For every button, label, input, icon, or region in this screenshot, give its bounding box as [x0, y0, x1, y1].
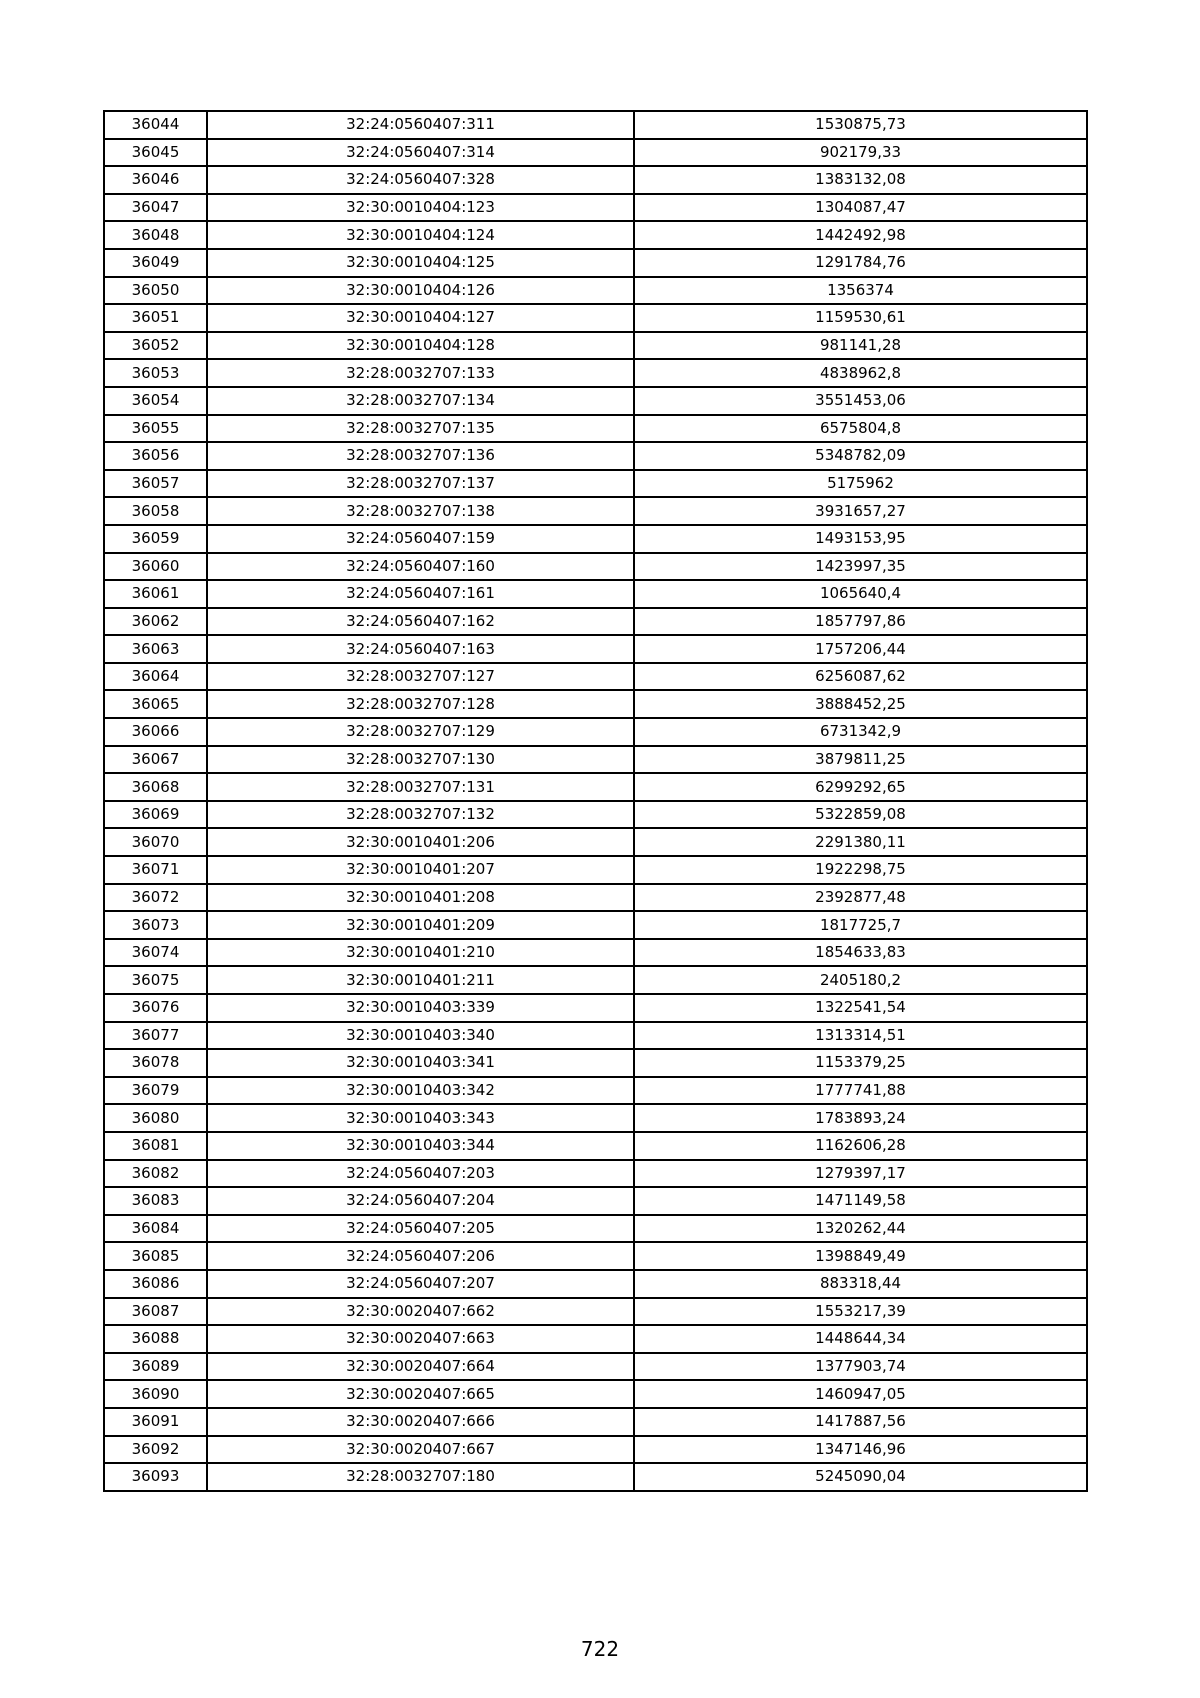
cadastral-number-cell: 32:30:0010401:207 — [207, 856, 634, 884]
cadastral-value-cell: 5175962 — [634, 470, 1087, 498]
cadastral-value-cell: 1377903,74 — [634, 1353, 1087, 1381]
cadastral-number-cell: 32:28:0032707:127 — [207, 663, 634, 691]
table-row — [104, 1353, 1087, 1381]
table-row — [104, 608, 1087, 636]
row-number-cell: 36076 — [104, 994, 207, 1022]
cadastral-value-cell: 1417887,56 — [634, 1408, 1087, 1436]
table-row — [104, 663, 1087, 691]
table-row — [104, 415, 1087, 443]
table-row — [104, 1077, 1087, 1105]
row-number-cell: 36060 — [104, 553, 207, 581]
table-row — [104, 387, 1087, 415]
table-row — [104, 249, 1087, 277]
cadastral-number-cell: 32:30:0010403:340 — [207, 1022, 634, 1050]
table-row — [104, 718, 1087, 746]
table-row — [104, 139, 1087, 167]
cadastral-number-cell: 32:28:0032707:133 — [207, 359, 634, 387]
table-row — [104, 746, 1087, 774]
cadastral-value-cell: 1291784,76 — [634, 249, 1087, 277]
table-row — [104, 553, 1087, 581]
table-row — [104, 497, 1087, 525]
row-number-cell: 36050 — [104, 277, 207, 305]
table-row — [104, 911, 1087, 939]
cadastral-value-cell: 883318,44 — [634, 1270, 1087, 1298]
cadastral-number-cell: 32:30:0020407:665 — [207, 1380, 634, 1408]
row-number-cell: 36077 — [104, 1022, 207, 1050]
cadastral-value-cell: 1423997,35 — [634, 553, 1087, 581]
row-number-cell: 36059 — [104, 525, 207, 553]
cadastral-number-cell: 32:30:0020407:663 — [207, 1325, 634, 1353]
row-number-cell: 36066 — [104, 718, 207, 746]
cadastral-number-cell: 32:30:0010403:341 — [207, 1049, 634, 1077]
table-row — [104, 801, 1087, 829]
table-row — [104, 1215, 1087, 1243]
cadastral-number-cell: 32:30:0020407:664 — [207, 1353, 634, 1381]
cadastral-number-cell: 32:24:0560407:311 — [207, 111, 634, 139]
cadastral-value-cell: 2291380,11 — [634, 828, 1087, 856]
cadastral-value-cell: 3888452,25 — [634, 690, 1087, 718]
cadastral-value-cell: 1313314,51 — [634, 1022, 1087, 1050]
cadastral-value-cell: 6299292,65 — [634, 773, 1087, 801]
page-number: 722 — [580, 1637, 620, 1661]
table-row — [104, 939, 1087, 967]
cadastral-number-cell: 32:30:0020407:662 — [207, 1298, 634, 1326]
cadastral-number-cell: 32:24:0560407:205 — [207, 1215, 634, 1243]
table-row — [104, 1187, 1087, 1215]
cadastral-value-cell: 981141,28 — [634, 332, 1087, 360]
table-row — [104, 1408, 1087, 1436]
table-row — [104, 884, 1087, 912]
row-number-cell: 36044 — [104, 111, 207, 139]
row-number-cell: 36069 — [104, 801, 207, 829]
cadastral-value-cell: 1347146,96 — [634, 1436, 1087, 1464]
row-number-cell: 36067 — [104, 746, 207, 774]
row-number-cell: 36070 — [104, 828, 207, 856]
row-number-cell: 36056 — [104, 442, 207, 470]
cadastral-value-cell: 1471149,58 — [634, 1187, 1087, 1215]
row-number-cell: 36082 — [104, 1160, 207, 1188]
table-row — [104, 1325, 1087, 1353]
cadastral-value-table — [103, 110, 1088, 1492]
row-number-cell: 36053 — [104, 359, 207, 387]
table-row — [104, 966, 1087, 994]
table-row — [104, 1436, 1087, 1464]
cadastral-value-cell: 1279397,17 — [634, 1160, 1087, 1188]
row-number-cell: 36054 — [104, 387, 207, 415]
cadastral-number-cell: 32:30:0010404:123 — [207, 194, 634, 222]
cadastral-number-cell: 32:24:0560407:204 — [207, 1187, 634, 1215]
row-number-cell: 36058 — [104, 497, 207, 525]
cadastral-value-cell: 5322859,08 — [634, 801, 1087, 829]
row-number-cell: 36073 — [104, 911, 207, 939]
cadastral-number-cell: 32:28:0032707:134 — [207, 387, 634, 415]
cadastral-value-cell: 3879811,25 — [634, 746, 1087, 774]
row-number-cell: 36090 — [104, 1380, 207, 1408]
row-number-cell: 36064 — [104, 663, 207, 691]
cadastral-number-cell: 32:30:0010404:124 — [207, 221, 634, 249]
row-number-cell: 36078 — [104, 1049, 207, 1077]
table-row — [104, 994, 1087, 1022]
cadastral-number-cell: 32:30:0010404:128 — [207, 332, 634, 360]
row-number-cell: 36052 — [104, 332, 207, 360]
table-row — [104, 690, 1087, 718]
table-row — [104, 1298, 1087, 1326]
table-row — [104, 277, 1087, 305]
row-number-cell: 36086 — [104, 1270, 207, 1298]
table-row — [104, 1022, 1087, 1050]
cadastral-value-cell: 1442492,98 — [634, 221, 1087, 249]
table-row — [104, 221, 1087, 249]
cadastral-value-cell: 1757206,44 — [634, 635, 1087, 663]
cadastral-value-cell: 5245090,04 — [634, 1463, 1087, 1491]
cadastral-value-cell: 1383132,08 — [634, 166, 1087, 194]
cadastral-value-cell: 1783893,24 — [634, 1104, 1087, 1132]
row-number-cell: 36062 — [104, 608, 207, 636]
cadastral-number-cell: 32:24:0560407:314 — [207, 139, 634, 167]
table-row — [104, 1242, 1087, 1270]
row-number-cell: 36046 — [104, 166, 207, 194]
cadastral-number-cell: 32:30:0010404:126 — [207, 277, 634, 305]
cadastral-value-cell: 3551453,06 — [634, 387, 1087, 415]
cadastral-number-cell: 32:28:0032707:180 — [207, 1463, 634, 1491]
cadastral-value-cell: 2392877,48 — [634, 884, 1087, 912]
row-number-cell: 36055 — [104, 415, 207, 443]
cadastral-number-cell: 32:24:0560407:206 — [207, 1242, 634, 1270]
cadastral-number-cell: 32:28:0032707:136 — [207, 442, 634, 470]
row-number-cell: 36087 — [104, 1298, 207, 1326]
cadastral-number-cell: 32:28:0032707:138 — [207, 497, 634, 525]
cadastral-number-cell: 32:24:0560407:203 — [207, 1160, 634, 1188]
row-number-cell: 36074 — [104, 939, 207, 967]
cadastral-value-cell: 1162606,28 — [634, 1132, 1087, 1160]
cadastral-number-cell: 32:30:0010403:344 — [207, 1132, 634, 1160]
cadastral-number-cell: 32:28:0032707:128 — [207, 690, 634, 718]
row-number-cell: 36081 — [104, 1132, 207, 1160]
cadastral-value-cell: 3931657,27 — [634, 497, 1087, 525]
table-row — [104, 1104, 1087, 1132]
cadastral-number-cell: 32:30:0010401:208 — [207, 884, 634, 912]
table-row — [104, 828, 1087, 856]
table-row — [104, 773, 1087, 801]
row-number-cell: 36084 — [104, 1215, 207, 1243]
cadastral-value-cell: 1530875,73 — [634, 111, 1087, 139]
table-row — [104, 442, 1087, 470]
cadastral-value-cell: 1857797,86 — [634, 608, 1087, 636]
row-number-cell: 36048 — [104, 221, 207, 249]
cadastral-number-cell: 32:30:0010403:342 — [207, 1077, 634, 1105]
cadastral-value-cell: 1777741,88 — [634, 1077, 1087, 1105]
table-row — [104, 635, 1087, 663]
cadastral-number-cell: 32:24:0560407:160 — [207, 553, 634, 581]
table-row — [104, 1380, 1087, 1408]
cadastral-number-cell: 32:28:0032707:131 — [207, 773, 634, 801]
cadastral-value-cell: 1398849,49 — [634, 1242, 1087, 1270]
row-number-cell: 36089 — [104, 1353, 207, 1381]
cadastral-value-cell: 1922298,75 — [634, 856, 1087, 884]
row-number-cell: 36079 — [104, 1077, 207, 1105]
cadastral-value-cell: 1304087,47 — [634, 194, 1087, 222]
table-row — [104, 111, 1087, 139]
cadastral-number-cell: 32:28:0032707:135 — [207, 415, 634, 443]
cadastral-number-cell: 32:30:0010401:210 — [207, 939, 634, 967]
cadastral-number-cell: 32:30:0010404:127 — [207, 304, 634, 332]
cadastral-number-cell: 32:28:0032707:130 — [207, 746, 634, 774]
cadastral-value-cell: 902179,33 — [634, 139, 1087, 167]
cadastral-value-cell: 4838962,8 — [634, 359, 1087, 387]
cadastral-number-cell: 32:30:0010401:209 — [207, 911, 634, 939]
cadastral-number-cell: 32:28:0032707:129 — [207, 718, 634, 746]
cadastral-value-cell: 1356374 — [634, 277, 1087, 305]
table-row — [104, 359, 1087, 387]
cadastral-value-cell: 1493153,95 — [634, 525, 1087, 553]
cadastral-number-cell: 32:24:0560407:161 — [207, 580, 634, 608]
table-row — [104, 1132, 1087, 1160]
cadastral-value-cell: 6575804,8 — [634, 415, 1087, 443]
cadastral-number-cell: 32:24:0560407:162 — [207, 608, 634, 636]
cadastral-number-cell: 32:30:0010403:343 — [207, 1104, 634, 1132]
row-number-cell: 36072 — [104, 884, 207, 912]
table-row — [104, 332, 1087, 360]
table-row — [104, 470, 1087, 498]
cadastral-value-cell: 1065640,4 — [634, 580, 1087, 608]
row-number-cell: 36051 — [104, 304, 207, 332]
table-row — [104, 166, 1087, 194]
cadastral-value-cell: 1322541,54 — [634, 994, 1087, 1022]
table-row — [104, 580, 1087, 608]
cadastral-number-cell: 32:30:0020407:666 — [207, 1408, 634, 1436]
table-row — [104, 525, 1087, 553]
cadastral-number-cell: 32:30:0010401:206 — [207, 828, 634, 856]
row-number-cell: 36061 — [104, 580, 207, 608]
row-number-cell: 36085 — [104, 1242, 207, 1270]
row-number-cell: 36083 — [104, 1187, 207, 1215]
cadastral-value-cell: 1153379,25 — [634, 1049, 1087, 1077]
row-number-cell: 36049 — [104, 249, 207, 277]
table-row — [104, 1049, 1087, 1077]
row-number-cell: 36080 — [104, 1104, 207, 1132]
row-number-cell: 36057 — [104, 470, 207, 498]
cadastral-value-cell: 1159530,61 — [634, 304, 1087, 332]
cadastral-value-cell: 1854633,83 — [634, 939, 1087, 967]
row-number-cell: 36075 — [104, 966, 207, 994]
cadastral-number-cell: 32:28:0032707:137 — [207, 470, 634, 498]
row-number-cell: 36071 — [104, 856, 207, 884]
row-number-cell: 36047 — [104, 194, 207, 222]
row-number-cell: 36093 — [104, 1463, 207, 1491]
cadastral-value-cell: 1320262,44 — [634, 1215, 1087, 1243]
cadastral-value-cell: 1553217,39 — [634, 1298, 1087, 1326]
cadastral-value-cell: 6731342,9 — [634, 718, 1087, 746]
row-number-cell: 36065 — [104, 690, 207, 718]
cadastral-number-cell: 32:30:0010401:211 — [207, 966, 634, 994]
cadastral-value-cell: 6256087,62 — [634, 663, 1087, 691]
cadastral-number-cell: 32:24:0560407:207 — [207, 1270, 634, 1298]
row-number-cell: 36068 — [104, 773, 207, 801]
cadastral-number-cell: 32:24:0560407:163 — [207, 635, 634, 663]
cadastral-number-cell: 32:24:0560407:159 — [207, 525, 634, 553]
table-body — [104, 111, 1087, 1491]
table-row — [104, 856, 1087, 884]
cadastral-number-cell: 32:30:0020407:667 — [207, 1436, 634, 1464]
row-number-cell: 36063 — [104, 635, 207, 663]
row-number-cell: 36092 — [104, 1436, 207, 1464]
table-row — [104, 194, 1087, 222]
cadastral-value-cell: 1817725,7 — [634, 911, 1087, 939]
row-number-cell: 36091 — [104, 1408, 207, 1436]
table-row — [104, 1160, 1087, 1188]
cadastral-value-cell: 2405180,2 — [634, 966, 1087, 994]
cadastral-value-cell: 1460947,05 — [634, 1380, 1087, 1408]
row-number-cell: 36088 — [104, 1325, 207, 1353]
cadastral-number-cell: 32:28:0032707:132 — [207, 801, 634, 829]
cadastral-number-cell: 32:30:0010403:339 — [207, 994, 634, 1022]
cadastral-value-cell: 1448644,34 — [634, 1325, 1087, 1353]
table-row — [104, 304, 1087, 332]
cadastral-number-cell: 32:24:0560407:328 — [207, 166, 634, 194]
table-row — [104, 1463, 1087, 1491]
row-number-cell: 36045 — [104, 139, 207, 167]
cadastral-value-cell: 5348782,09 — [634, 442, 1087, 470]
cadastral-number-cell: 32:30:0010404:125 — [207, 249, 634, 277]
table-row — [104, 1270, 1087, 1298]
